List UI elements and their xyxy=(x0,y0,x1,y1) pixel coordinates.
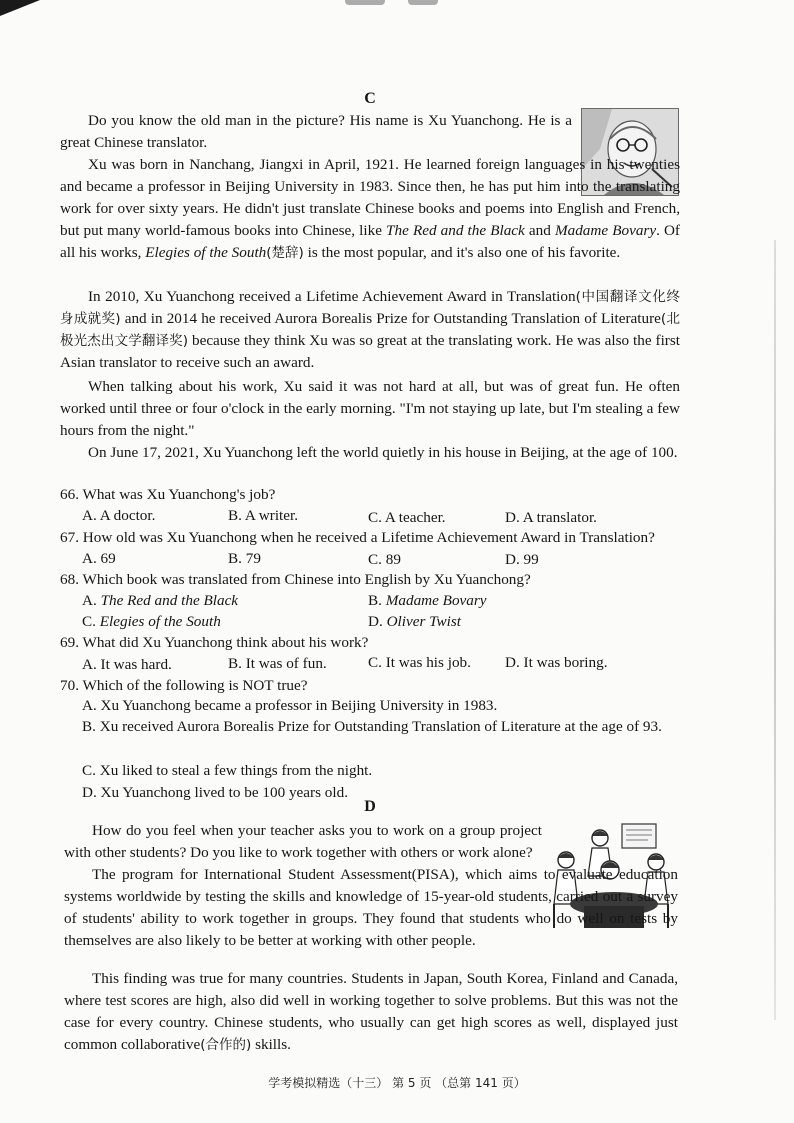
section-c-heading: C xyxy=(364,90,376,107)
option-67-a[interactable]: A. 69 xyxy=(82,550,116,567)
option-label: B. xyxy=(368,592,386,609)
question-66: 66. What was Xu Yuanchong's job? xyxy=(60,486,276,503)
p2-text: and xyxy=(524,222,555,239)
section-c-paragraph-4: When talking about his work, Xu said it was not hard at all, but was of great fun. He often worked until three or four o'clock in the early morning. "I'm not staying up late, but I'm stealing a few hours from the night." xyxy=(60,378,680,439)
scan-smudge xyxy=(345,0,385,5)
p3-text: because they think Xu was so great at the translating work. He was also the first Asian translator to receive such an award. xyxy=(60,332,680,371)
option-label: A. xyxy=(82,592,101,609)
p3-text: and in 2014 he received Aurora Borealis Prize for Outstanding Translation of Literature xyxy=(120,310,661,327)
section-c-paragraph-1: Do you know the old man in the picture? His name is Xu Yuanchong. He is a great Chinese translator. xyxy=(60,112,572,151)
option-text: Oliver Twist xyxy=(386,613,461,630)
section-c-paragraph-3 xyxy=(60,286,680,374)
option-66-b[interactable]: B. A writer. xyxy=(228,507,299,524)
option-66-d[interactable]: D. A translator. xyxy=(505,509,597,526)
page-footer: 学考模拟精选（十三） 第 5 页 （总第 141 页） xyxy=(268,1076,526,1090)
option-label: C. xyxy=(82,613,100,630)
chinese-gloss: (合作的) xyxy=(200,1037,252,1053)
option-text: Elegies of the South xyxy=(99,613,221,630)
option-69-d[interactable]: D. It was boring. xyxy=(505,654,608,671)
option-69-c[interactable]: C. It was his job. xyxy=(368,654,471,671)
p3-text: skills. xyxy=(251,1036,291,1053)
chinese-gloss: (楚辞) xyxy=(266,245,304,261)
option-70-a[interactable]: A. Xu Yuanchong became a professor in Beijing University in 1983. xyxy=(82,697,498,714)
section-d-paragraph-1: How do you feel when your teacher asks you to work on a group project with other students? Do you like to work together with others or work alone? xyxy=(64,822,542,861)
option-67-b[interactable]: B. 79 xyxy=(228,550,261,567)
book-title: Elegies of the South xyxy=(145,244,267,261)
p2-text: . Of all his works, xyxy=(60,222,680,261)
section-d-heading: D xyxy=(364,798,376,815)
option-68-a[interactable] xyxy=(82,590,238,611)
section-d-paragraph-2: The program for International Student Assessment(PISA), which aims to evaluate education systems worldwide by testing the skills and knowledge of 15-year-old students, carried out a survey of students' ability to work together in groups. They found that students who do well on tests by themselves are also likely to be better at working with other people. xyxy=(64,866,678,949)
option-70-b[interactable]: B. Xu received Aurora Borealis Prize for Outstanding Translation of Literature at the age of 93. xyxy=(82,718,662,735)
option-67-d[interactable]: D. 99 xyxy=(505,551,539,568)
book-title: The Red and the Black xyxy=(386,222,525,239)
option-68-c[interactable] xyxy=(82,611,221,632)
option-70-c[interactable]: C. Xu liked to steal a few things from the night. xyxy=(82,762,373,779)
book-title: Madame Bovary xyxy=(554,222,657,239)
p3-text: This finding was true for many countries. Students in Japan, South Korea, Finland and Canada, where test scores are high, also did well in working together to solve problems. But this was not the case for every country. Chinese students, who usually can get high scores as well, displayed just common collaborative xyxy=(64,970,678,1053)
section-c-paragraph-2 xyxy=(60,154,680,264)
option-66-a[interactable]: A. A doctor. xyxy=(82,507,156,524)
option-66-c[interactable]: C. A teacher. xyxy=(368,509,446,526)
section-d-paragraph-3 xyxy=(64,968,678,1056)
question-70: 70. Which of the following is NOT true? xyxy=(60,677,308,694)
question-68: 68. Which book was translated from Chinese into English by Xu Yuanchong? xyxy=(60,571,531,588)
p2-text: Xu was born in Nanchang, Jiangxi in April, 1921. He learned foreign languages in his twenties and became a professor in Beijing University in 1983. Since then, he has put him into the translating work for over sixty years. He didn't just translate Chinese books and poems into English and French, but put many world-famous books into Chinese, like xyxy=(60,156,680,239)
scan-shadow-corner xyxy=(0,0,40,16)
option-69-b[interactable]: B. It was of fun. xyxy=(228,655,327,672)
chinese-gloss: (中国翻译文化终身成就奖) xyxy=(60,289,680,327)
question-69: 69. What did Xu Yuanchong think about his work? xyxy=(60,634,369,651)
question-67: 67. How old was Xu Yuanchong when he received a Lifetime Achievement Award in Translation? xyxy=(60,529,655,546)
option-text: The Red and the Black xyxy=(100,592,239,609)
option-label: D. xyxy=(368,613,387,630)
page-edge-shadow xyxy=(774,240,776,1020)
option-text: Madame Bovary xyxy=(385,592,487,609)
option-69-a[interactable]: A. It was hard. xyxy=(82,656,172,673)
section-c-paragraph-5: On June 17, 2021, Xu Yuanchong left the world quietly in his house in Beijing, at the age of 100. xyxy=(88,444,678,461)
option-70-d[interactable]: D. Xu Yuanchong lived to be 100 years old. xyxy=(82,784,349,801)
p2-text: is the most popular, and it's also one of his favorite. xyxy=(303,244,621,261)
p3-text: In 2010, Xu Yuanchong received a Lifetime Achievement Award in Translation xyxy=(88,288,576,305)
option-67-c[interactable]: C. 89 xyxy=(368,551,401,568)
chinese-gloss: (北极光杰出文学翻译奖) xyxy=(60,311,680,349)
scan-smudge xyxy=(408,0,438,5)
option-68-b[interactable] xyxy=(368,590,487,611)
option-68-d[interactable] xyxy=(368,611,461,632)
